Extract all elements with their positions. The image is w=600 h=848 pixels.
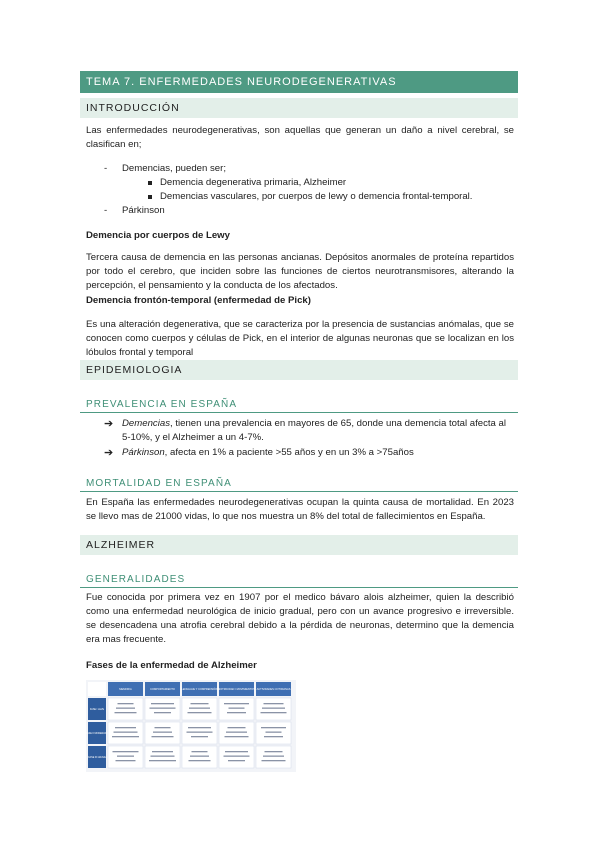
table-body-cell [219,746,254,768]
table-text-line [228,727,246,728]
section-heading-epidemiologia: EPIDEMIOLOGIA [80,360,518,380]
section-heading-alzheimer: ALZHEIMER [80,535,518,555]
table-text-line [152,751,173,752]
table-text-line [264,703,284,704]
table-header-label: ACTIVIDADES COTIDIANAS [256,688,291,691]
dash-bullet: - [104,205,108,216]
dash-bullet: - [104,163,108,174]
prevalencia-demencias-text: , tienen una prevalencia en mayores de 65, donde una demencia total afecta al 5-10%, y el Alzheimer a un 4-7%. [122,418,507,443]
table-row-label: FASE III GRAVE [88,756,106,759]
square-bullet [148,195,152,199]
table-text-line [226,732,247,733]
generalidades-paragraph: Fue conocida por primera vez en 1907 por el medico bávaro alois alzheimer, quien la describió como una enfermedad neurológica de inicio gradual, pero con un avance progresivo e irreversible. se desencadena una atrofia cerebral debido a la pérdida de neuronas, determino que la demencia era mas frecuente. [86,592,514,645]
table-body-cell [145,698,180,720]
table-text-line [225,736,249,737]
subsection-rule [80,491,518,492]
table-text-line [227,712,246,713]
section-heading-introduccion: INTRODUCCIÓN [80,98,518,118]
table-row-label: FASE I LEVE [89,708,105,711]
table-text-line [262,760,286,761]
table-text-line [261,712,287,713]
table-text-line [188,712,212,713]
table-text-line [262,708,285,709]
table-text-line [188,727,211,728]
lewy-heading: Demencia por cuerpos de Lewy [86,230,230,241]
table-body-cell [108,722,143,744]
table-text-line [113,751,139,752]
table-body-cell [182,746,217,768]
arrow-bullet-icon: ➔ [104,418,114,430]
table-text-line [153,732,172,733]
alzheimer-phases-table-image [86,680,296,772]
table-text-line [155,727,171,728]
prevalencia-demencias [122,417,516,445]
table-text-line [261,727,286,728]
table-text-line [116,760,136,761]
table-text-line [224,756,250,757]
fases-heading: Fases de la enfermedad de Alzheimer [86,660,257,671]
table-text-line [152,736,174,737]
table-header-label: MEMORIA [119,688,132,691]
table-text-line [115,712,137,713]
table-text-line [154,712,171,713]
table-body-cell [256,746,291,768]
table-body-cell [145,722,180,744]
table-body-cell [219,722,254,744]
square-bullet [148,181,152,185]
table-text-line [150,708,176,709]
pick-heading: Demencia frontón-temporal (enfermedad de Pick) [86,295,311,306]
subsection-heading-generalidades: GENERALIDADES [86,574,186,585]
subsection-heading-mortalidad: MORTALIDAD EN ESPAÑA [86,478,232,489]
pick-paragraph: Es una alteración degenerativa, que se caracteriza por la presencia de sustancias anómalas, que se conocen como cuerpos y células de Pick, en el interior de algunas neuronas que se localizan en los lóbulos frontal y temporal [86,319,514,358]
arrow-bullet-icon: ➔ [104,447,114,459]
table-body-cell [219,698,254,720]
table-body-cell [256,698,291,720]
prevalencia-parkinson [122,446,516,460]
table-body-cell [182,698,217,720]
table-body-cell [108,698,143,720]
lewy-paragraph: Tercera causa de demencia en las personas ancianas. Depósitos anormales de proteína repartidos por todo el cerebro, que inciden sobre las funciones de ciertos neurotransmisores, alterando la percepción, el pensamiento y la conducta de los afectados. [86,252,514,291]
table-text-line [149,760,176,761]
table-body-cell [256,722,291,744]
table-text-line [265,751,283,752]
table-text-line [151,756,175,757]
table-text-line [189,760,211,761]
table-text-line [189,708,210,709]
table-text-line [266,732,282,733]
document-title: TEMA 7. ENFERMEDADES NEURODEGENERATIVAS [80,71,518,93]
table-text-line [118,703,134,704]
table-body-cell [108,746,143,768]
table-text-line [116,708,135,709]
term-demencias: Demencias [122,418,170,429]
list-item-demencias: Demencias, pueden ser; [122,163,226,174]
prevalencia-parkinson-text: , afecta en 1% a paciente >55 años y en un 3% a >75años [164,447,414,458]
mortalidad-paragraph: En España las enfermedades neurodegenerativas ocupan la quinta causa de mortalidad. En 2023 se llevo mas de 21000 vidas, lo que nos muestra un 8% del total de fallecimientos en España. [86,497,514,522]
table-text-line [151,703,174,704]
table-text-line [187,732,213,733]
table-text-line [228,760,245,761]
table-text-line [191,736,208,737]
subsection-rule [80,412,518,413]
table-text-line [229,708,245,709]
list-item-parkinson: Párkinson [122,205,165,216]
table-text-line [225,751,248,752]
sub-item-alzheimer: Demencia degenerativa primaria, Alzheimer [160,177,347,188]
term-parkinson: Párkinson [122,447,165,458]
table-header-label: COMPORTAMIENTO [150,688,175,691]
table-text-line [117,756,134,757]
table-text-line [264,736,283,737]
table-body-cell [182,722,217,744]
table-text-line [114,732,138,733]
table-text-line [190,756,209,757]
subsection-rule [80,587,518,588]
table-body-cell [145,746,180,768]
table-text-line [112,736,139,737]
table-text-line [192,751,208,752]
table-text-line [224,703,249,704]
table-row-label: FASE II MODERADA [86,732,109,735]
table-text-line [191,703,209,704]
table-header-label: LENGUAJE Y COMPRENSIÓN [181,688,218,691]
table-text-line [115,727,136,728]
table-header-label: MOTRICIDAD / MOVIMIENTOS [218,688,255,691]
intro-paragraph: Las enfermedades neurodegenerativas, son aquellas que generan un daño a nivel cerebral, se clasifican en; [86,125,514,150]
table-text-line [263,756,284,757]
subsection-heading-prevalencia: PREVALENCIA EN ESPAÑA [86,399,238,410]
sub-item-vasculares: Demencias vasculares, por cuerpos de lewy o demencia frontal-temporal. [160,191,473,202]
